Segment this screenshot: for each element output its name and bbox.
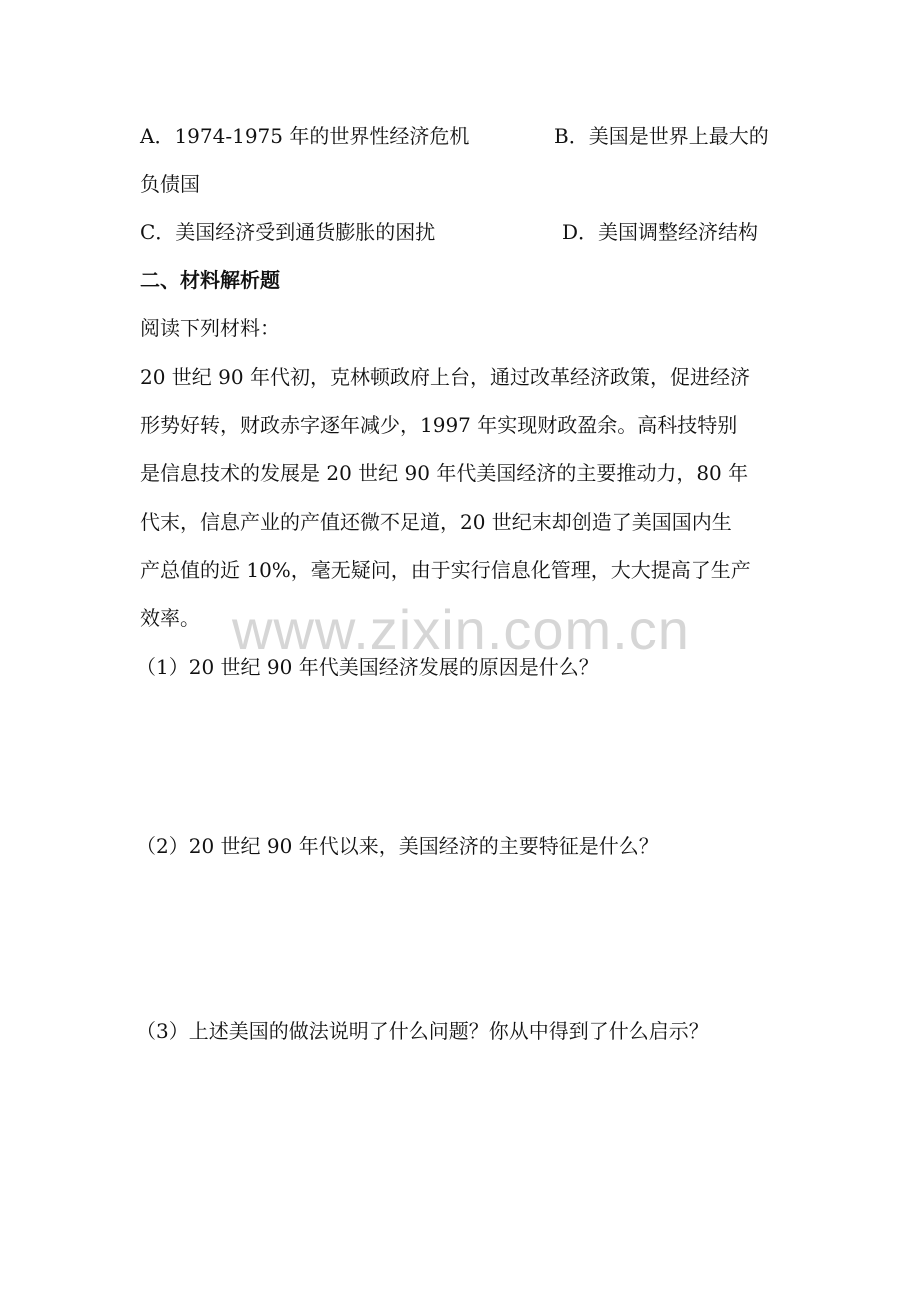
option-a: A．1974-1975 年的世界性经济危机: [140, 124, 470, 148]
option-b: B．美国是世界上最大的: [554, 124, 769, 148]
option-b-continuation: 负债国: [140, 172, 200, 196]
passage-line: 20 世纪 90 年代初，克林顿政府上台，通过改革经济政策，促进经济: [140, 365, 750, 389]
passage-line: 形势好转，财政赤字逐年减少，1997 年实现财政盈余。高科技特别: [140, 413, 738, 437]
option-c: C．美国经济受到通货膨胀的困扰: [140, 220, 436, 244]
question-1: （1）20 世纪 90 年代美国经济发展的原因是什么？: [136, 655, 599, 679]
option-d: D．美国调整经济结构: [562, 220, 759, 244]
passage-line: 产总值的近 10%，毫无疑问，由于实行信息化管理，大大提高了生产: [140, 558, 751, 582]
passage-line: 代末，信息产业的产值还微不足道，20 世纪末却创造了美国国内生: [140, 510, 732, 534]
question-2: （2）20 世纪 90 年代以来，美国经济的主要特征是什么？: [136, 834, 659, 858]
passage-line: 是信息技术的发展是 20 世纪 90 年代美国经济的主要推动力，80 年: [140, 461, 749, 485]
question-3: （3）上述美国的做法说明了什么问题？你从中得到了什么启示？: [136, 1019, 709, 1043]
intro-text: 阅读下列材料：: [140, 316, 280, 340]
watermark: www.zixin.com.cn: [232, 598, 690, 661]
passage-line: 效率。: [140, 606, 200, 630]
section-heading: 二、材料解析题: [140, 268, 280, 292]
